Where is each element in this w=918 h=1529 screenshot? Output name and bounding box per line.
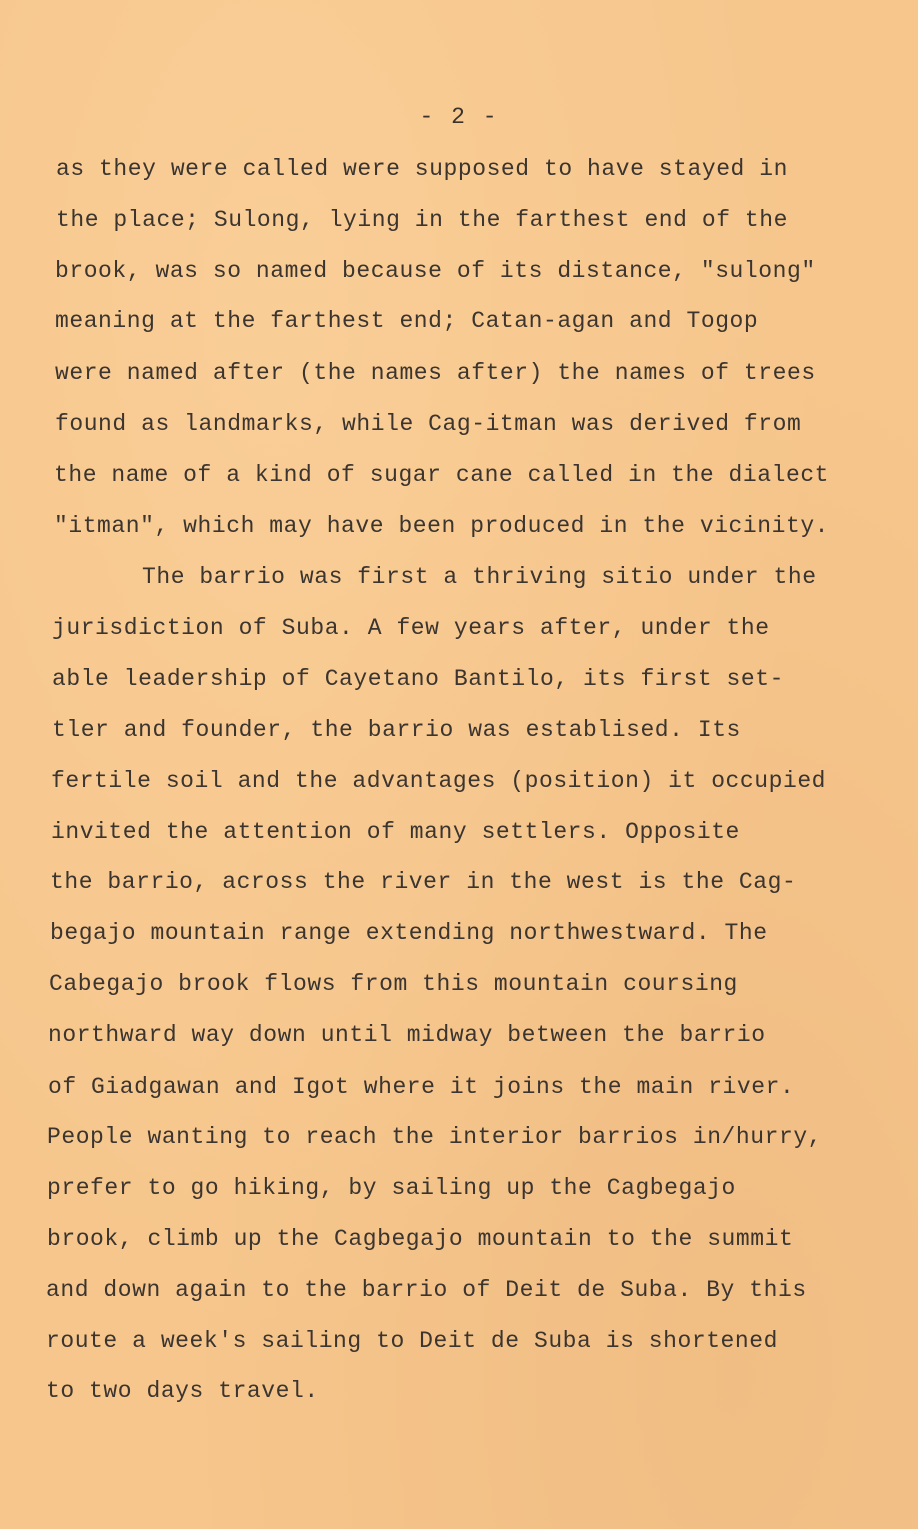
text-line: the name of a kind of sugar cane called in the dialect xyxy=(54,462,830,488)
text-line: brook, was so named because of its distance, "sulong" xyxy=(55,258,816,284)
text-line: brook, climb up the Cagbegajo mountain to the summit xyxy=(47,1226,794,1252)
text-line: The barrio was first a thriving sitio under the xyxy=(142,564,817,590)
text-line: to two days travel. xyxy=(46,1378,319,1404)
text-line: begajo mountain range extending northwestward. The xyxy=(50,920,768,946)
text-line: meaning at the farthest end; Catan-agan and Togop xyxy=(55,308,759,334)
text-line: and down again to the barrio of Deit de Suba. By this xyxy=(46,1277,807,1303)
page-number: - 2 - xyxy=(419,104,499,130)
text-line: northward way down until midway between the barrio xyxy=(48,1022,766,1048)
text-line: "itman", which may have been produced in the vicinity. xyxy=(54,513,830,539)
text-line: as they were called were supposed to have stayed in xyxy=(56,156,788,182)
text-line: of Giadgawan and Igot where it joins the main river. xyxy=(48,1074,795,1100)
text-line: were named after (the names after) the names of trees xyxy=(55,360,816,386)
text-line: the place; Sulong, lying in the farthest end of the xyxy=(56,207,788,233)
text-line: invited the attention of many settlers. Opposite xyxy=(51,819,740,845)
text-line: jurisdiction of Suba. A few years after, under the xyxy=(52,615,770,641)
text-line: People wanting to reach the interior barrios in/hurry, xyxy=(47,1124,823,1150)
text-line: able leadership of Cayetano Bantilo, its first set- xyxy=(52,666,784,692)
text-line: tler and founder, the barrio was establised. Its xyxy=(52,717,741,743)
text-line: prefer to go hiking, by sailing up the Cagbegajo xyxy=(47,1175,736,1201)
text-line: found as landmarks, while Cag-itman was derived from xyxy=(55,411,802,437)
text-line: Cabegajo brook flows from this mountain coursing xyxy=(49,971,738,997)
text-line: fertile soil and the advantages (position) it occupied xyxy=(51,768,827,794)
text-line: the barrio, across the river in the west is the Cag- xyxy=(50,869,797,895)
text-line: route a week's sailing to Deit de Suba is shortened xyxy=(46,1328,778,1354)
